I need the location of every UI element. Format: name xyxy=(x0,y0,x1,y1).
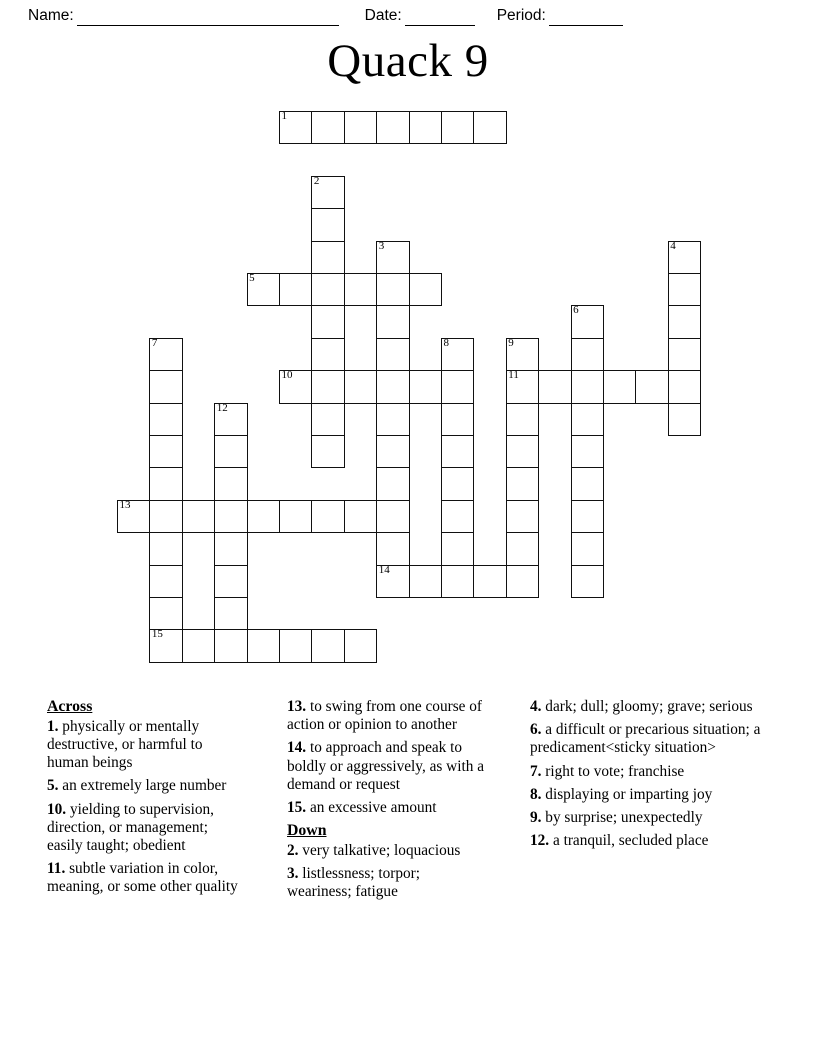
grid-cell[interactable] xyxy=(571,532,604,565)
grid-cell[interactable] xyxy=(149,338,182,371)
grid-cell[interactable] xyxy=(311,273,344,306)
grid-cell[interactable] xyxy=(247,273,280,306)
grid-cell[interactable] xyxy=(344,370,377,403)
grid-cell[interactable] xyxy=(214,500,247,533)
clues-column-1 xyxy=(0,698,243,998)
grid-cell[interactable] xyxy=(441,500,474,533)
down-heading: Down xyxy=(287,822,327,840)
grid-cell[interactable] xyxy=(344,111,377,144)
name-field xyxy=(28,7,339,26)
grid-cell-number: 3 xyxy=(378,239,385,252)
clue-text: yielding to supervision, direction, or management; easily taught; obedient xyxy=(47,800,214,855)
grid-cell[interactable] xyxy=(311,305,344,338)
grid-cell-number: 2 xyxy=(313,174,320,187)
grid-cell[interactable] xyxy=(311,111,344,144)
clue-item xyxy=(287,842,486,860)
clue-text: an extremely large number xyxy=(62,777,227,795)
period-blank-line[interactable] xyxy=(549,11,623,26)
grid-cell[interactable] xyxy=(538,370,571,403)
name-blank-line[interactable] xyxy=(77,11,339,26)
grid-cell[interactable] xyxy=(668,338,701,371)
grid-cell[interactable] xyxy=(149,435,182,468)
clue-text: right to vote; franchise xyxy=(545,762,685,780)
grid-cell[interactable] xyxy=(214,597,247,630)
grid-cell[interactable] xyxy=(149,500,182,533)
grid-cell[interactable] xyxy=(344,629,377,662)
grid-cell[interactable] xyxy=(668,273,701,306)
clue-text: very talkative; loquacious xyxy=(302,842,461,860)
grid-cell[interactable] xyxy=(441,403,474,436)
clue-number: 12. xyxy=(530,832,553,850)
name-label: Name: xyxy=(28,7,74,24)
clue-item xyxy=(530,832,776,850)
clue-item xyxy=(287,739,486,794)
grid-cell[interactable] xyxy=(506,532,539,565)
grid-cell-number: 14 xyxy=(378,563,390,576)
grid-cell[interactable] xyxy=(571,403,604,436)
period-field xyxy=(497,7,623,26)
clue-item xyxy=(287,698,486,734)
clue-number: 11. xyxy=(47,860,70,878)
grid-cell[interactable] xyxy=(376,403,409,436)
grid-cell[interactable] xyxy=(409,273,442,306)
grid-cell-number: 12 xyxy=(216,401,228,414)
page-title: Quack 9 xyxy=(327,35,489,87)
clues-column-3 xyxy=(486,698,776,998)
clue-text: displaying or imparting joy xyxy=(545,785,713,803)
grid-cell-number: 6 xyxy=(573,304,579,317)
clue-text: an excessive amount xyxy=(309,799,437,817)
grid-cell[interactable] xyxy=(506,565,539,598)
clue-text: a tranquil, secluded place xyxy=(552,832,709,850)
grid-cell[interactable] xyxy=(311,338,344,371)
grid-cell[interactable] xyxy=(214,403,247,436)
clue-number: 9. xyxy=(530,809,546,827)
grid-cell[interactable] xyxy=(279,629,312,662)
grid-cell[interactable] xyxy=(149,629,182,662)
clue-item xyxy=(287,865,486,901)
grid-cell[interactable] xyxy=(441,111,474,144)
date-blank-line[interactable] xyxy=(405,11,475,26)
clue-number: 1. xyxy=(47,717,63,735)
clue-number: 5. xyxy=(47,777,63,795)
grid-cell[interactable] xyxy=(214,435,247,468)
clues-area xyxy=(0,698,816,998)
grid-cell[interactable] xyxy=(376,435,409,468)
grid-cell[interactable] xyxy=(214,565,247,598)
grid-cell[interactable] xyxy=(571,370,604,403)
grid-cell[interactable] xyxy=(473,565,506,598)
worksheet-header xyxy=(0,0,816,26)
clue-item xyxy=(530,809,776,827)
grid-cell[interactable] xyxy=(279,273,312,306)
clue-number: 15. xyxy=(287,799,310,817)
clue-item xyxy=(530,786,776,804)
grid-cell[interactable] xyxy=(441,338,474,371)
grid-cell[interactable] xyxy=(376,500,409,533)
grid-cell[interactable] xyxy=(376,370,409,403)
grid-cell[interactable] xyxy=(182,629,215,662)
grid-cell[interactable] xyxy=(409,565,442,598)
clue-number: 13. xyxy=(287,698,310,715)
grid-cell[interactable] xyxy=(571,565,604,598)
clue-item xyxy=(530,698,776,716)
clue-text: a difficult or precarious situation; a predicament<sticky situation> xyxy=(530,721,761,757)
grid-cell[interactable] xyxy=(344,500,377,533)
grid-cell-number: 7 xyxy=(151,336,158,349)
grid-cell[interactable] xyxy=(376,467,409,500)
grid-cell[interactable] xyxy=(376,111,409,144)
clue-text: by surprise; unexpectedly xyxy=(545,809,703,827)
grid-cell[interactable] xyxy=(506,403,539,436)
grid-cell[interactable] xyxy=(247,500,280,533)
grid-cell[interactable] xyxy=(603,370,636,403)
grid-cell[interactable] xyxy=(376,273,409,306)
grid-cell[interactable] xyxy=(311,629,344,662)
grid-cell-number: 9 xyxy=(508,336,514,349)
grid-cell[interactable] xyxy=(441,532,474,565)
grid-cell[interactable] xyxy=(441,435,474,468)
grid-cell[interactable] xyxy=(279,111,312,144)
clue-item xyxy=(530,721,776,757)
grid-cell[interactable] xyxy=(376,241,409,274)
grid-cell[interactable] xyxy=(668,370,701,403)
grid-cell[interactable] xyxy=(441,565,474,598)
grid-cell[interactable] xyxy=(311,208,344,241)
grid-cell[interactable] xyxy=(247,629,280,662)
clue-number: 14. xyxy=(287,739,310,757)
grid-cell[interactable] xyxy=(311,435,344,468)
grid-cell[interactable] xyxy=(214,532,247,565)
clue-text: dark; dull; gloomy; grave; serious xyxy=(545,698,753,715)
grid-cell[interactable] xyxy=(571,500,604,533)
grid-cell[interactable] xyxy=(311,500,344,533)
grid-cell[interactable] xyxy=(506,370,539,403)
grid-cell-number: 10 xyxy=(281,369,293,382)
clue-number: 4. xyxy=(530,698,546,715)
grid-cell[interactable] xyxy=(344,273,377,306)
date-label: Date: xyxy=(364,7,402,24)
grid-cell[interactable] xyxy=(409,370,442,403)
date-field xyxy=(365,7,475,26)
clue-number: 10. xyxy=(47,800,70,818)
grid-cell[interactable] xyxy=(279,370,312,403)
clue-item xyxy=(47,718,243,773)
grid-cell[interactable] xyxy=(376,338,409,371)
grid-cell[interactable] xyxy=(376,565,409,598)
grid-cell[interactable] xyxy=(311,176,344,209)
grid-cell[interactable] xyxy=(149,403,182,436)
grid-cell[interactable] xyxy=(571,467,604,500)
grid-cell[interactable] xyxy=(409,111,442,144)
grid-cell[interactable] xyxy=(441,467,474,500)
grid-cell[interactable] xyxy=(506,435,539,468)
grid-cell[interactable] xyxy=(182,500,215,533)
clue-text: physically or mentally destructive, or harmful to human beings xyxy=(47,717,203,772)
grid-cell[interactable] xyxy=(149,597,182,630)
grid-cell[interactable] xyxy=(635,370,668,403)
grid-cell-number: 8 xyxy=(443,336,449,349)
clue-number: 3. xyxy=(287,865,303,883)
grid-cell[interactable] xyxy=(376,532,409,565)
clue-number: 7. xyxy=(530,762,546,780)
grid-cell-number: 4 xyxy=(670,239,676,252)
grid-cell[interactable] xyxy=(311,370,344,403)
clue-text: listlessness; torpor; weariness; fatigue xyxy=(287,865,420,901)
clue-number: 2. xyxy=(287,842,303,860)
clue-text: subtle variation in color, meaning, or some other quality xyxy=(47,860,238,896)
grid-cell-number: 15 xyxy=(151,628,163,641)
grid-cell[interactable] xyxy=(473,111,506,144)
grid-cell[interactable] xyxy=(506,500,539,533)
grid-cell-number: 5 xyxy=(249,272,255,284)
grid-cell[interactable] xyxy=(117,500,150,533)
grid-cell-number: 1 xyxy=(281,110,287,122)
period-label: Period: xyxy=(496,7,546,24)
grid-cell[interactable] xyxy=(214,629,247,662)
clue-text: to swing from one course of action or opinion to another xyxy=(287,698,483,734)
clue-item xyxy=(47,801,243,856)
clue-number: 8. xyxy=(530,785,546,803)
grid-cell-number: 11 xyxy=(508,369,519,382)
grid-cell[interactable] xyxy=(668,241,701,274)
grid-cell[interactable] xyxy=(506,338,539,371)
grid-cell[interactable] xyxy=(311,241,344,274)
across-heading: Across xyxy=(47,698,93,715)
grid-cell[interactable] xyxy=(668,403,701,436)
grid-cell[interactable] xyxy=(506,467,539,500)
grid-cell[interactable] xyxy=(149,532,182,565)
grid-cell[interactable] xyxy=(149,565,182,598)
clue-item xyxy=(47,777,243,795)
clue-number: 6. xyxy=(530,721,546,739)
grid-cell-number: 13 xyxy=(119,498,131,511)
grid-cell[interactable] xyxy=(279,500,312,533)
grid-cell[interactable] xyxy=(149,370,182,403)
grid-cell[interactable] xyxy=(571,305,604,338)
clue-text: to approach and speak to boldly or aggressively, as with a demand or request xyxy=(287,739,484,793)
clue-item xyxy=(287,799,486,817)
grid-cell[interactable] xyxy=(571,338,604,371)
grid-cell[interactable] xyxy=(149,467,182,500)
grid-cell[interactable] xyxy=(214,467,247,500)
clue-item xyxy=(47,860,243,896)
clue-item xyxy=(530,763,776,781)
crossword-grid xyxy=(117,111,717,671)
grid-cell[interactable] xyxy=(376,305,409,338)
grid-cell[interactable] xyxy=(311,403,344,436)
grid-cell[interactable] xyxy=(441,370,474,403)
clues-column-2 xyxy=(243,698,486,998)
grid-cell[interactable] xyxy=(668,305,701,338)
grid-cell[interactable] xyxy=(571,435,604,468)
